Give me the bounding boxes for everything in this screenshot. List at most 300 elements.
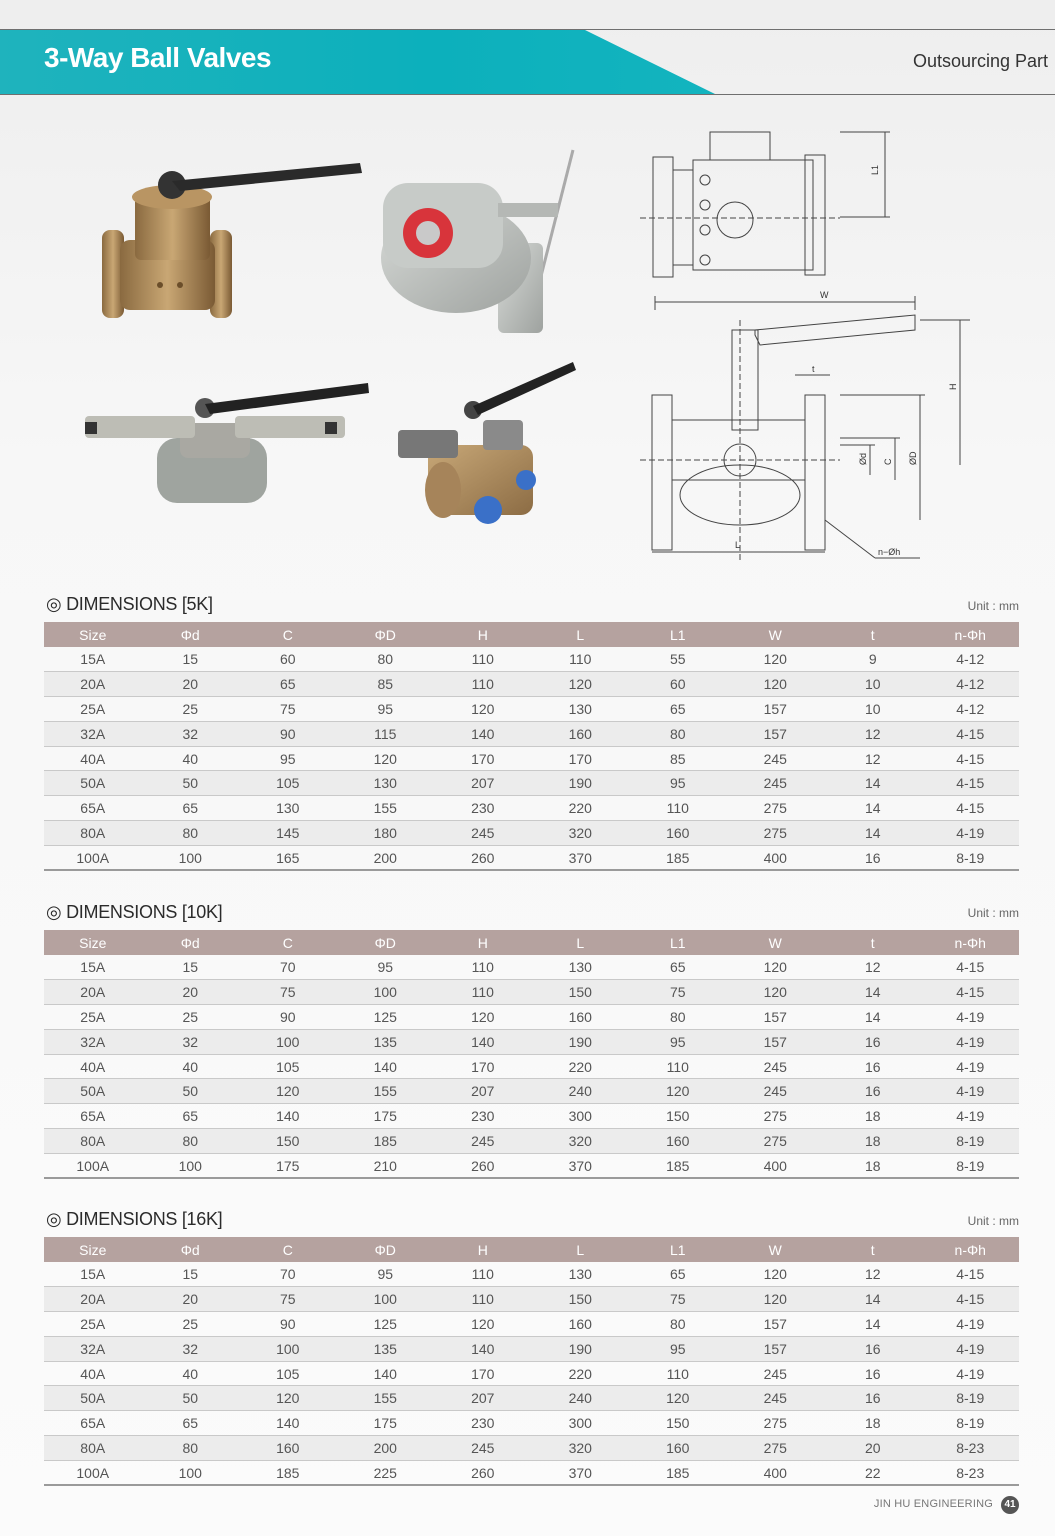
table-cell: 140 <box>434 1336 532 1361</box>
table-cell: 157 <box>727 1312 825 1337</box>
table-row <box>44 1436 1019 1461</box>
table-cell: 75 <box>239 697 337 722</box>
table-cell: 275 <box>727 796 825 821</box>
table-cell: 150 <box>629 1104 727 1129</box>
table-cell: 80 <box>629 1005 727 1030</box>
table-cell: 65 <box>629 1262 727 1287</box>
table-cell: 18 <box>824 1104 922 1129</box>
table-cell: 8-23 <box>922 1436 1020 1461</box>
column-header: ΦD <box>337 1237 435 1262</box>
table-cell: 80 <box>142 821 240 846</box>
table-cell: 18 <box>824 1153 922 1178</box>
table-cell: 95 <box>629 1029 727 1054</box>
table-cell: 220 <box>532 1054 630 1079</box>
table-cell: 190 <box>532 771 630 796</box>
table-cell: 245 <box>727 746 825 771</box>
unit-label-10k: Unit : mm <box>967 906 1019 920</box>
table-cell: 120 <box>727 980 825 1005</box>
table-cell: 245 <box>727 1054 825 1079</box>
table-cell: 140 <box>239 1104 337 1129</box>
table-cell: 65 <box>629 697 727 722</box>
table-cell: 4-12 <box>922 647 1020 672</box>
table-cell: 8-23 <box>922 1460 1020 1485</box>
table-cell: 95 <box>239 746 337 771</box>
table-cell: 50 <box>142 1386 240 1411</box>
dimensions-table-10k <box>44 930 1019 1179</box>
section-title-10k: ◎ DIMENSIONS [10K] <box>46 902 223 922</box>
table-cell: 14 <box>824 980 922 1005</box>
table-row <box>44 980 1019 1005</box>
table-cell: 4-19 <box>922 1079 1020 1104</box>
column-header: n-Φh <box>922 930 1020 955</box>
table-cell: 105 <box>239 771 337 796</box>
table-cell: 400 <box>727 1153 825 1178</box>
table-cell: 65 <box>239 672 337 697</box>
table-row <box>44 1262 1019 1287</box>
table-cell: 15A <box>44 647 142 672</box>
table-cell: 60 <box>629 672 727 697</box>
table-row <box>44 1153 1019 1178</box>
table-row <box>44 955 1019 980</box>
table-cell: 370 <box>532 1153 630 1178</box>
header-top-rule <box>0 29 1055 30</box>
table-cell: 20A <box>44 980 142 1005</box>
table-cell: 65A <box>44 1411 142 1436</box>
table-cell: 130 <box>532 697 630 722</box>
table-cell: 15A <box>44 955 142 980</box>
column-header: L1 <box>629 622 727 647</box>
table-cell: 55 <box>629 647 727 672</box>
bronze-lever-valve-photo <box>100 155 365 325</box>
table-row <box>44 697 1019 722</box>
table-cell: 4-19 <box>922 1104 1020 1129</box>
column-header: C <box>239 622 337 647</box>
table-cell: 130 <box>532 1262 630 1287</box>
table-cell: 75 <box>239 980 337 1005</box>
table-cell: 175 <box>337 1411 435 1436</box>
table-cell: 160 <box>239 1436 337 1461</box>
table-cell: 245 <box>434 1436 532 1461</box>
table-header-row <box>44 622 1019 647</box>
table-cell: 230 <box>434 1411 532 1436</box>
label-od: ØD <box>908 451 918 465</box>
column-header: H <box>434 622 532 647</box>
column-header: ΦD <box>337 930 435 955</box>
column-header: L <box>532 622 630 647</box>
label-l1: L1 <box>870 164 880 175</box>
table-cell: 100 <box>142 1153 240 1178</box>
table-cell: 130 <box>532 955 630 980</box>
limit-switch-valve-bronze-photo <box>388 360 578 530</box>
table-cell: 135 <box>337 1336 435 1361</box>
table-cell: 65 <box>629 955 727 980</box>
table-cell: 190 <box>532 1029 630 1054</box>
table-row <box>44 1411 1019 1436</box>
table-cell: 4-19 <box>922 1312 1020 1337</box>
table-cell: 75 <box>239 1287 337 1312</box>
column-header: Size <box>44 930 142 955</box>
column-header: L1 <box>629 1237 727 1262</box>
table-row <box>44 1005 1019 1030</box>
table-cell: 85 <box>629 746 727 771</box>
table-cell: 70 <box>239 955 337 980</box>
table-cell: 110 <box>434 647 532 672</box>
table-cell: 14 <box>824 1312 922 1337</box>
column-header: W <box>727 930 825 955</box>
table-cell: 50A <box>44 1386 142 1411</box>
table-cell: 157 <box>727 697 825 722</box>
table-cell: 225 <box>337 1460 435 1485</box>
table-cell: 32 <box>142 1029 240 1054</box>
table-cell: 16 <box>824 1054 922 1079</box>
table-cell: 230 <box>434 1104 532 1129</box>
label-w: W <box>820 290 829 300</box>
section-title-5k: ◎ DIMENSIONS [5K] <box>46 594 213 614</box>
table-cell: 400 <box>727 845 825 870</box>
table-cell: 240 <box>532 1079 630 1104</box>
table-cell: 32A <box>44 721 142 746</box>
table-cell: 120 <box>532 672 630 697</box>
table-row <box>44 1361 1019 1386</box>
table-cell: 175 <box>337 1104 435 1129</box>
table-cell: 185 <box>337 1129 435 1154</box>
table-cell: 185 <box>629 845 727 870</box>
label-nh: n−Øh <box>878 547 901 557</box>
table-cell: 4-15 <box>922 1262 1020 1287</box>
table-cell: 60 <box>239 647 337 672</box>
table-cell: 157 <box>727 721 825 746</box>
table-cell: 157 <box>727 1005 825 1030</box>
table-cell: 4-19 <box>922 821 1020 846</box>
table-cell: 200 <box>337 1436 435 1461</box>
column-header: t <box>824 622 922 647</box>
table-cell: 65 <box>142 796 240 821</box>
table-cell: 120 <box>239 1386 337 1411</box>
column-header: Φd <box>142 1237 240 1262</box>
label-h: H <box>948 383 958 390</box>
table-cell: 155 <box>337 1386 435 1411</box>
table-cell: 320 <box>532 821 630 846</box>
table-cell: 245 <box>434 1129 532 1154</box>
table-cell: 245 <box>434 821 532 846</box>
table-row <box>44 1460 1019 1485</box>
table-row <box>44 1312 1019 1337</box>
table-header-row <box>44 1237 1019 1262</box>
category-label: Outsourcing Part <box>912 51 1048 71</box>
table-cell: 90 <box>239 721 337 746</box>
table-cell: 370 <box>532 1460 630 1485</box>
table-cell: 150 <box>532 1287 630 1312</box>
table-cell: 260 <box>434 1153 532 1178</box>
label-t: t <box>812 364 815 374</box>
table-cell: 20 <box>142 672 240 697</box>
table-cell: 120 <box>239 1079 337 1104</box>
table-cell: 16 <box>824 1336 922 1361</box>
table-cell: 4-15 <box>922 955 1020 980</box>
table-cell: 110 <box>434 672 532 697</box>
column-header: Φd <box>142 930 240 955</box>
table-cell: 245 <box>727 1361 825 1386</box>
table-cell: 14 <box>824 1287 922 1312</box>
table-cell: 32A <box>44 1029 142 1054</box>
table-cell: 4-12 <box>922 697 1020 722</box>
table-cell: 160 <box>629 821 727 846</box>
table-cell: 95 <box>337 697 435 722</box>
table-cell: 200 <box>337 845 435 870</box>
gear-operated-valve-photo <box>378 148 578 338</box>
table-cell: 80 <box>142 1129 240 1154</box>
column-header: L <box>532 1237 630 1262</box>
table-cell: 15 <box>142 1262 240 1287</box>
table-cell: 150 <box>629 1411 727 1436</box>
table-cell: 110 <box>434 1262 532 1287</box>
table-cell: 16 <box>824 1079 922 1104</box>
table-cell: 95 <box>629 771 727 796</box>
table-cell: 160 <box>629 1436 727 1461</box>
table-cell: 65A <box>44 1104 142 1129</box>
table-cell: 220 <box>532 1361 630 1386</box>
table-cell: 25 <box>142 1005 240 1030</box>
table-cell: 130 <box>337 771 435 796</box>
table-cell: 22 <box>824 1460 922 1485</box>
table-cell: 85 <box>337 672 435 697</box>
table-cell: 4-12 <box>922 672 1020 697</box>
table-cell: 260 <box>434 1460 532 1485</box>
table-cell: 80A <box>44 821 142 846</box>
dimensions-table-5k <box>44 622 1019 871</box>
table-cell: 75 <box>629 1287 727 1312</box>
table-cell: 4-19 <box>922 1336 1020 1361</box>
table-cell: 120 <box>434 1005 532 1030</box>
table-cell: 25A <box>44 1312 142 1337</box>
table-cell: 275 <box>727 821 825 846</box>
column-header: H <box>434 1237 532 1262</box>
table-row <box>44 1054 1019 1079</box>
table-row <box>44 1336 1019 1361</box>
table-cell: 110 <box>532 647 630 672</box>
table-cell: 120 <box>727 672 825 697</box>
column-header: L <box>532 930 630 955</box>
unit-label-5k: Unit : mm <box>967 599 1019 613</box>
table-cell: 25 <box>142 1312 240 1337</box>
table-cell: 16 <box>824 1386 922 1411</box>
table-cell: 12 <box>824 746 922 771</box>
table-cell: 100A <box>44 1460 142 1485</box>
table-cell: 240 <box>532 1386 630 1411</box>
table-cell: 220 <box>532 796 630 821</box>
table-cell: 14 <box>824 796 922 821</box>
table-cell: 245 <box>727 1079 825 1104</box>
table-cell: 135 <box>337 1029 435 1054</box>
footer-brand: JIN HU ENGINEERING <box>873 1498 993 1510</box>
table-cell: 145 <box>239 821 337 846</box>
table-cell: 105 <box>239 1361 337 1386</box>
table-cell: 110 <box>629 796 727 821</box>
page-number-badge: 41 <box>1001 1496 1019 1514</box>
table-cell: 155 <box>337 1079 435 1104</box>
table-cell: 110 <box>629 1054 727 1079</box>
table-cell: 20 <box>142 980 240 1005</box>
table-row <box>44 746 1019 771</box>
table-cell: 160 <box>532 721 630 746</box>
table-cell: 4-15 <box>922 980 1020 1005</box>
table-cell: 100A <box>44 845 142 870</box>
table-cell: 20A <box>44 1287 142 1312</box>
table-cell: 40 <box>142 1361 240 1386</box>
table-cell: 4-15 <box>922 721 1020 746</box>
table-cell: 115 <box>337 721 435 746</box>
table-cell: 120 <box>434 697 532 722</box>
technical-drawing <box>640 120 970 570</box>
table-cell: 275 <box>727 1411 825 1436</box>
table-cell: 16 <box>824 1029 922 1054</box>
table-cell: 90 <box>239 1312 337 1337</box>
table-cell: 140 <box>434 1029 532 1054</box>
table-cell: 120 <box>727 955 825 980</box>
table-cell: 140 <box>434 721 532 746</box>
table-cell: 155 <box>337 796 435 821</box>
table-cell: 260 <box>434 845 532 870</box>
column-header: C <box>239 930 337 955</box>
table-cell: 185 <box>629 1153 727 1178</box>
table-cell: 14 <box>824 771 922 796</box>
table-cell: 12 <box>824 721 922 746</box>
limit-switch-valve-gray-photo <box>85 378 370 508</box>
table-cell: 12 <box>824 1262 922 1287</box>
table-cell: 120 <box>434 1312 532 1337</box>
column-header: n-Φh <box>922 622 1020 647</box>
table-cell: 40 <box>142 746 240 771</box>
column-header: Size <box>44 622 142 647</box>
table-cell: 4-15 <box>922 771 1020 796</box>
table-cell: 4-19 <box>922 1054 1020 1079</box>
table-cell: 20A <box>44 672 142 697</box>
table-cell: 65 <box>142 1411 240 1436</box>
table-cell: 125 <box>337 1005 435 1030</box>
table-cell: 95 <box>337 1262 435 1287</box>
table-cell: 100 <box>337 980 435 1005</box>
table-cell: 4-15 <box>922 796 1020 821</box>
table-cell: 185 <box>629 1460 727 1485</box>
table-cell: 4-19 <box>922 1005 1020 1030</box>
table-cell: 157 <box>727 1336 825 1361</box>
table-cell: 40A <box>44 1361 142 1386</box>
table-cell: 80A <box>44 1129 142 1154</box>
table-cell: 25A <box>44 1005 142 1030</box>
table-row <box>44 1079 1019 1104</box>
table-cell: 207 <box>434 771 532 796</box>
column-header: L1 <box>629 930 727 955</box>
table-cell: 400 <box>727 1460 825 1485</box>
table-row <box>44 1129 1019 1154</box>
table-cell: 120 <box>629 1079 727 1104</box>
table-cell: 8-19 <box>922 1386 1020 1411</box>
table-cell: 100 <box>337 1287 435 1312</box>
column-header: W <box>727 622 825 647</box>
column-header: n-Φh <box>922 1237 1020 1262</box>
table-cell: 230 <box>434 796 532 821</box>
table-cell: 32A <box>44 1336 142 1361</box>
table-cell: 9 <box>824 647 922 672</box>
table-cell: 170 <box>434 746 532 771</box>
column-header: W <box>727 1237 825 1262</box>
table-cell: 100A <box>44 1153 142 1178</box>
table-cell: 32 <box>142 721 240 746</box>
table-row <box>44 1287 1019 1312</box>
table-row <box>44 1386 1019 1411</box>
table-cell: 157 <box>727 1029 825 1054</box>
column-header: ΦD <box>337 622 435 647</box>
table-cell: 80 <box>142 1436 240 1461</box>
table-cell: 4-15 <box>922 1287 1020 1312</box>
table-row <box>44 796 1019 821</box>
table-cell: 95 <box>629 1336 727 1361</box>
label-d: Ød <box>858 452 868 465</box>
table-cell: 245 <box>727 1386 825 1411</box>
table-cell: 320 <box>532 1436 630 1461</box>
table-cell: 210 <box>337 1153 435 1178</box>
table-cell: 370 <box>532 845 630 870</box>
table-cell: 207 <box>434 1386 532 1411</box>
table-cell: 15 <box>142 647 240 672</box>
table-cell: 18 <box>824 1411 922 1436</box>
table-cell: 12 <box>824 955 922 980</box>
table-cell: 125 <box>337 1312 435 1337</box>
table-cell: 300 <box>532 1104 630 1129</box>
table-row <box>44 721 1019 746</box>
table-cell: 120 <box>727 1262 825 1287</box>
table-cell: 100 <box>239 1336 337 1361</box>
table-cell: 100 <box>142 845 240 870</box>
table-cell: 275 <box>727 1129 825 1154</box>
table-cell: 32 <box>142 1336 240 1361</box>
table-cell: 165 <box>239 845 337 870</box>
table-cell: 80 <box>337 647 435 672</box>
table-cell: 110 <box>629 1361 727 1386</box>
table-cell: 180 <box>337 821 435 846</box>
table-cell: 25 <box>142 697 240 722</box>
table-cell: 90 <box>239 1005 337 1030</box>
table-row <box>44 1029 1019 1054</box>
table-cell: 110 <box>434 1287 532 1312</box>
table-cell: 140 <box>337 1361 435 1386</box>
table-cell: 275 <box>727 1436 825 1461</box>
table-cell: 50A <box>44 1079 142 1104</box>
table-cell: 4-19 <box>922 1029 1020 1054</box>
table-cell: 130 <box>239 796 337 821</box>
table-cell: 25A <box>44 697 142 722</box>
dimensions-table-16k <box>44 1237 1019 1486</box>
table-cell: 8-19 <box>922 1411 1020 1436</box>
table-cell: 40 <box>142 1054 240 1079</box>
page-title: 3-Way Ball Valves <box>44 42 272 73</box>
table-cell: 120 <box>337 746 435 771</box>
label-c: C <box>883 458 893 465</box>
table-cell: 170 <box>532 746 630 771</box>
table-cell: 170 <box>434 1054 532 1079</box>
table-row <box>44 771 1019 796</box>
table-cell: 150 <box>532 980 630 1005</box>
table-row <box>44 672 1019 697</box>
table-cell: 4-15 <box>922 746 1020 771</box>
table-cell: 95 <box>337 955 435 980</box>
table-cell: 245 <box>727 771 825 796</box>
section-title-16k: ◎ DIMENSIONS [16K] <box>46 1209 223 1229</box>
table-cell: 120 <box>727 647 825 672</box>
column-header: H <box>434 930 532 955</box>
table-cell: 40A <box>44 746 142 771</box>
column-header: t <box>824 930 922 955</box>
